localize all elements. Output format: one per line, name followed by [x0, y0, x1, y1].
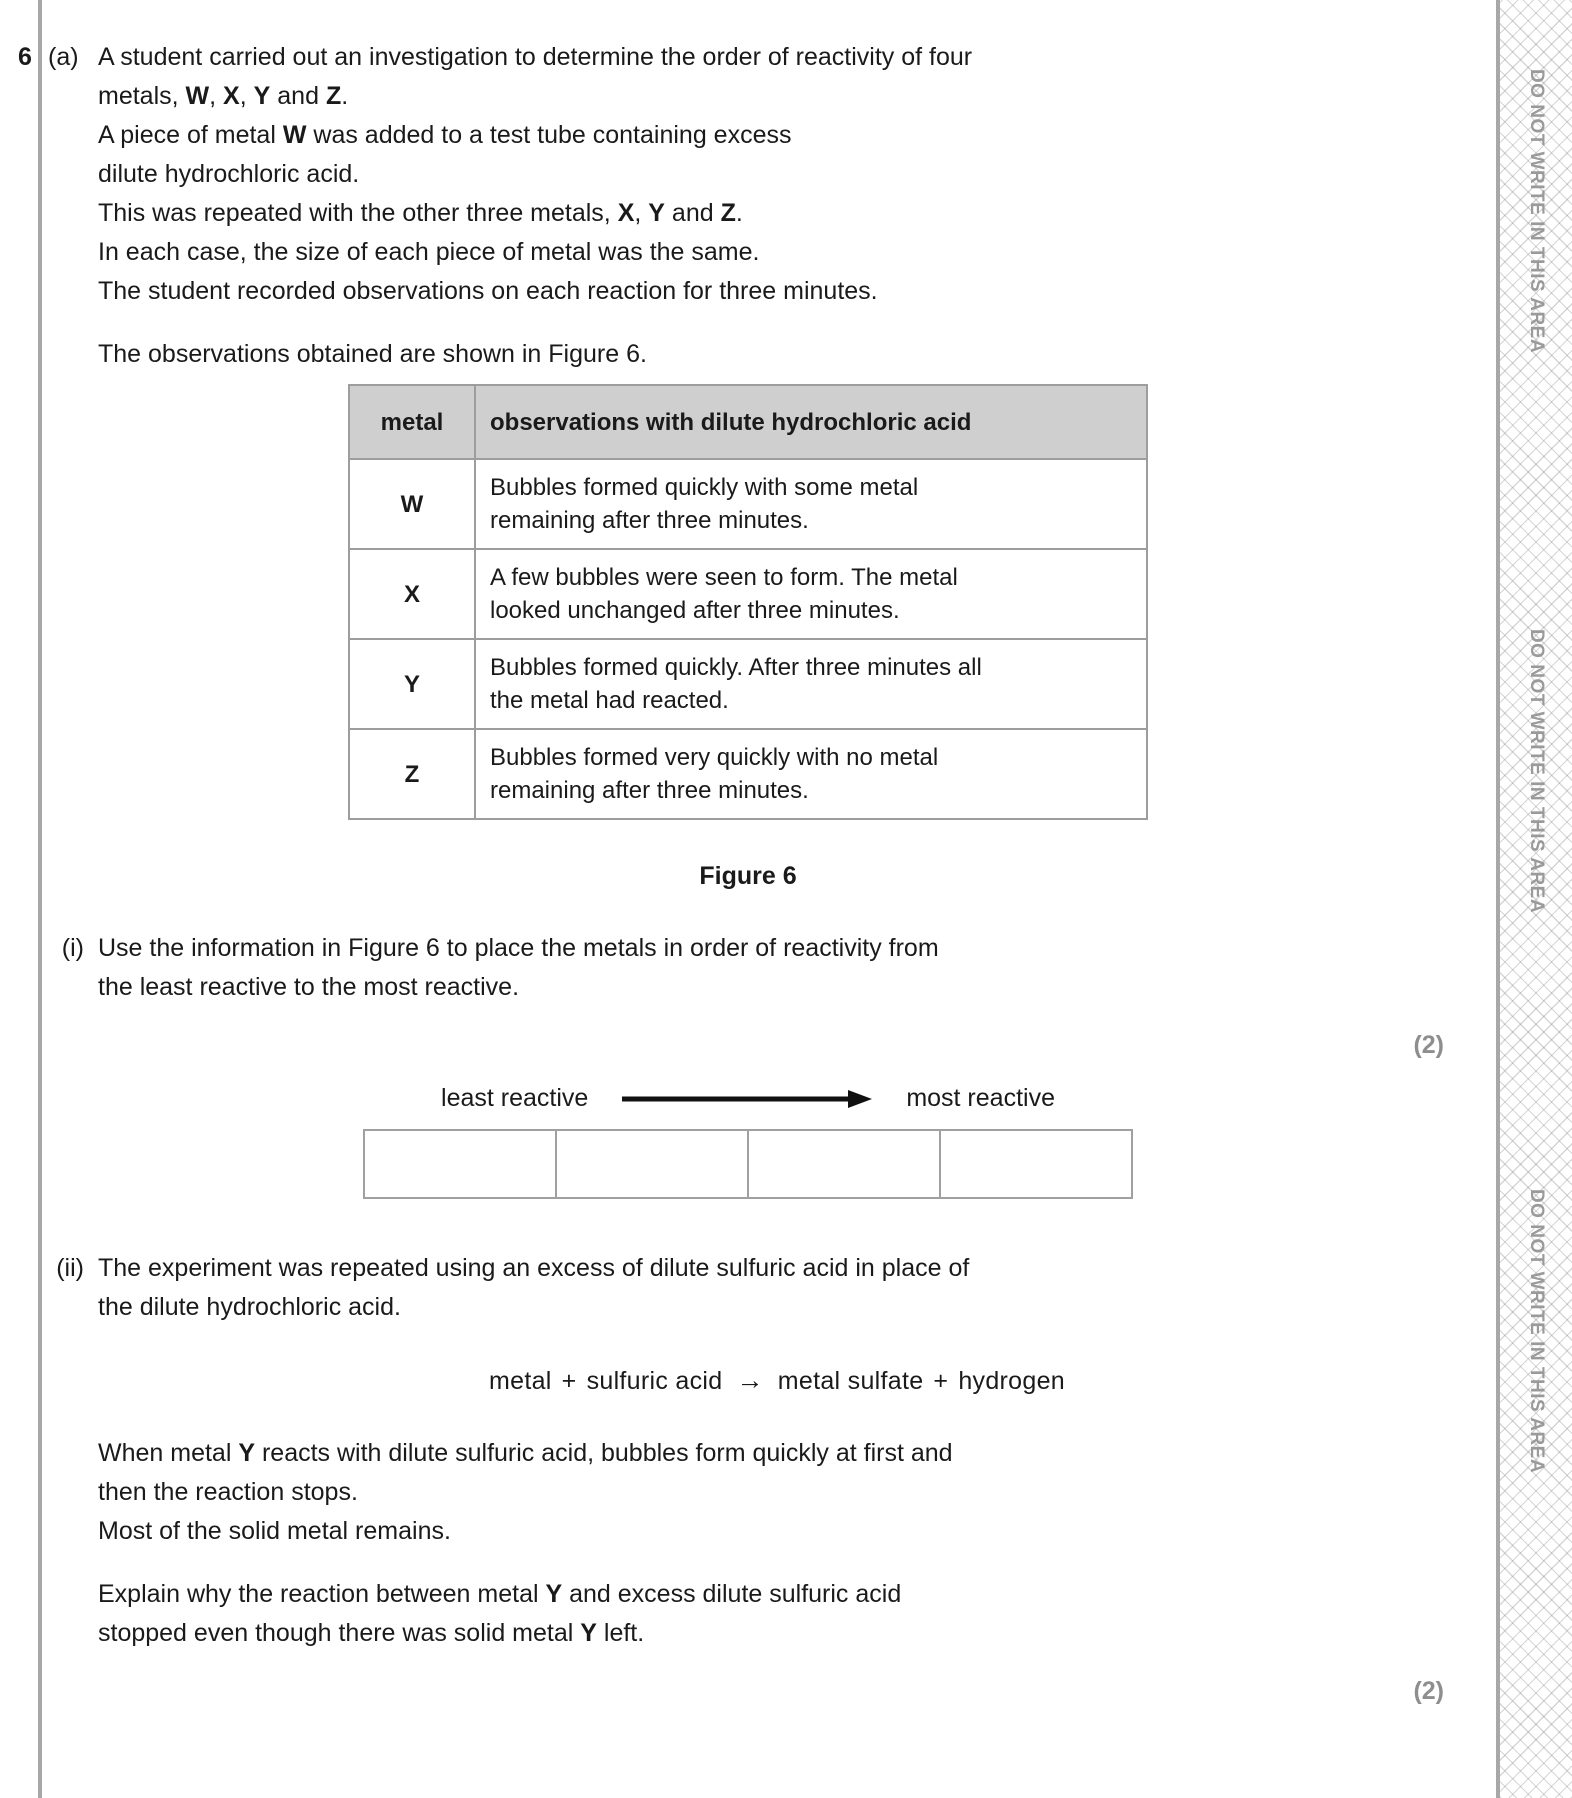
figure-6-wrapper: [0, 384, 1496, 820]
part-i-line-1: Use the information in Figure 6 to place the metals in order of reactivity from: [98, 934, 939, 962]
equation-plus-2: +: [933, 1367, 949, 1395]
reactivity-arrow-icon: [622, 1086, 872, 1112]
stem-line-7: The student recorded observations on each reaction for three minutes.: [98, 277, 878, 305]
part-ii-body: [98, 1249, 1496, 1653]
answer-box-4[interactable]: [941, 1131, 1133, 1197]
part-i-block: [0, 929, 1496, 1007]
observation-line-2: remaining after three minutes.: [490, 777, 809, 804]
part-ii-marks: (2): [1413, 1677, 1444, 1705]
part-ii-body-line-2: then the reaction stops.: [98, 1478, 358, 1506]
observation-line-1: Bubbles formed quickly. After three minutes all: [490, 654, 982, 681]
answer-box-3[interactable]: [749, 1131, 941, 1197]
answer-box-1[interactable]: [365, 1131, 557, 1197]
cell-observation-z: [475, 729, 1147, 819]
part-ii-line-1: The experiment was repeated using an excess of dilute sulfuric acid in place of: [98, 1254, 970, 1282]
part-ii-body-line-3: Most of the solid metal remains.: [98, 1517, 451, 1545]
equation-reactant-1: metal: [489, 1367, 552, 1395]
figure-intro-text: The observations obtained are shown in Figure 6.: [98, 340, 647, 368]
question-part-label: (a): [48, 43, 79, 71]
observation-line-2: looked unchanged after three minutes.: [490, 597, 900, 624]
part-i-body: [98, 929, 1496, 1007]
part-ii-block: [0, 1249, 1496, 1653]
margin-warning-text-3: DO NOT WRITE IN THIS AREA: [1526, 1188, 1547, 1474]
figure-6-head: [349, 385, 1147, 459]
cell-observation-y: [475, 639, 1147, 729]
equation-arrow-icon: →: [736, 1365, 764, 1395]
cell-metal-y: Y: [349, 639, 475, 729]
equation-product-1: metal sulfate: [777, 1367, 924, 1395]
do-not-write-margin: [1500, 0, 1572, 1798]
part-ii-line-2: the dilute hydrochloric acid.: [98, 1293, 401, 1321]
stem-line-6: In each case, the size of each piece of metal was the same.: [98, 238, 760, 266]
observation-line-1: Bubbles formed quickly with some metal: [490, 474, 919, 501]
equation-reactant-2: sulfuric acid: [586, 1367, 723, 1395]
part-ii-explain-line-1: Explain why the reaction between metal Y and excess dilute sulfuric acid: [98, 1580, 902, 1608]
header-metal: metal: [349, 385, 475, 459]
reactivity-scale: [0, 1084, 1496, 1113]
stem-line-5: This was repeated with the other three metals, X, Y and Z.: [98, 199, 743, 227]
question-number: 6: [18, 43, 32, 71]
part-i-line-2: the least reactive to the most reactive.: [98, 973, 520, 1001]
part-i-label: (i): [61, 934, 84, 962]
stem-line-4: dilute hydrochloric acid.: [98, 160, 360, 188]
least-reactive-label: least reactive: [441, 1084, 589, 1112]
stem-line-3: A piece of metal W was added to a test tube containing excess: [98, 121, 792, 149]
part-ii-body-line-1: When metal Y reacts with dilute sulfuric acid, bubbles form quickly at first and: [98, 1439, 953, 1467]
cell-observation-w: [475, 459, 1147, 549]
stem-line-1: A student carried out an investigation to determine the order of reactivity of four: [98, 43, 973, 71]
equation-plus-1: +: [561, 1367, 577, 1395]
table-row: [349, 639, 1147, 729]
cell-metal-x: X: [349, 549, 475, 639]
part-ii-explain-line-2: stopped even though there was solid metal Y left.: [98, 1619, 645, 1647]
observation-line-1: Bubbles formed very quickly with no metal: [490, 744, 939, 771]
observation-line-1: A few bubbles were seen to form. The metal: [490, 564, 958, 591]
figure-6-table: [348, 384, 1148, 820]
observation-line-2: the metal had reacted.: [490, 687, 729, 714]
answer-boxes-group: [363, 1129, 1133, 1199]
cell-metal-z: Z: [349, 729, 475, 819]
table-header-row: [349, 385, 1147, 459]
question-6a-block: [0, 38, 1496, 374]
part-ii-label: (ii): [56, 1254, 84, 1282]
most-reactive-label: most reactive: [906, 1084, 1055, 1112]
figure-6-body: [349, 459, 1147, 819]
question-stem: [98, 38, 1496, 374]
equation-product-2: hydrogen: [958, 1367, 1065, 1395]
table-row: [349, 549, 1147, 639]
table-row: [349, 729, 1147, 819]
margin-warning-text-2: DO NOT WRITE IN THIS AREA: [1526, 628, 1547, 914]
cell-metal-w: W: [349, 459, 475, 549]
cell-observation-x: [475, 549, 1147, 639]
stem-line-2: metals, W, X, Y and Z.: [98, 82, 349, 110]
part-i-marks: (2): [1413, 1031, 1444, 1059]
answer-boxes-row: [0, 1129, 1496, 1199]
figure-6-caption: Figure 6: [699, 862, 797, 890]
observation-line-2: remaining after three minutes.: [490, 507, 809, 534]
margin-warning-text-1: DO NOT WRITE IN THIS AREA: [1526, 68, 1547, 354]
answer-box-2[interactable]: [557, 1131, 749, 1197]
table-row: [349, 459, 1147, 549]
header-observations: observations with dilute hydrochloric acid: [475, 385, 1147, 459]
word-equation: [98, 1365, 1456, 1396]
